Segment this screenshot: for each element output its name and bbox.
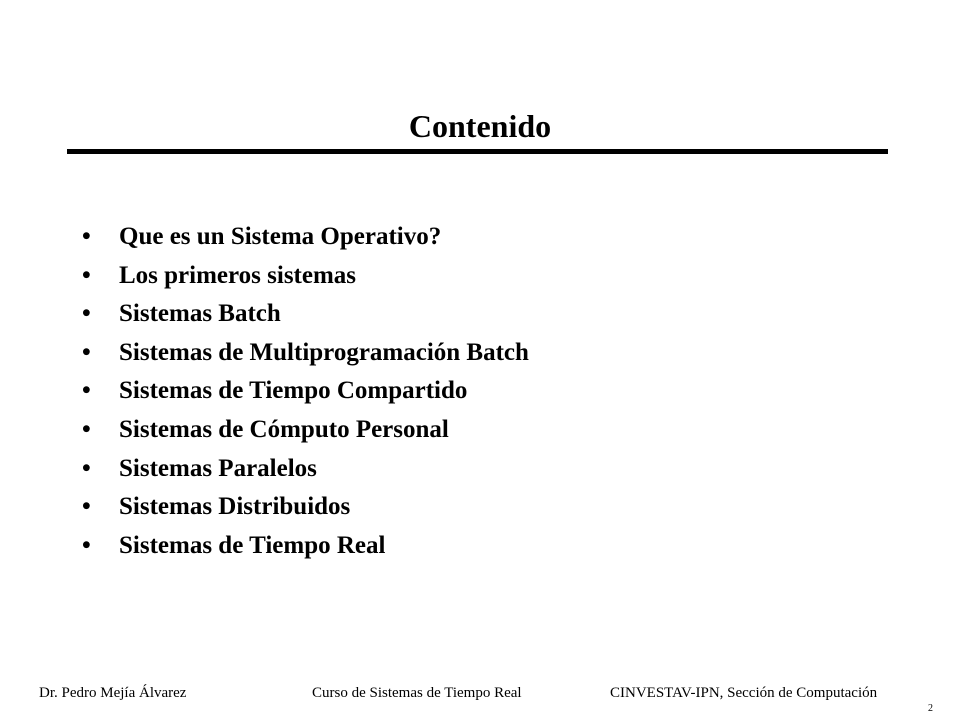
footer-author: Dr. Pedro Mejía Álvarez (39, 685, 187, 701)
list-item-text: Sistemas de Tiempo Compartido (119, 377, 468, 405)
list-item-text: Sistemas Batch (119, 300, 281, 328)
list-item-text: Los primeros sistemas (119, 261, 357, 289)
list-item-text: Sistemas Distribuidos (119, 493, 351, 521)
list-item-text: Sistemas Paralelos (119, 454, 317, 482)
bullet-icon: • (82, 454, 91, 482)
list-item (82, 218, 529, 257)
footer-institution: CINVESTAV-IPN, Sección de Computación (610, 685, 878, 701)
list-item (82, 372, 529, 411)
bullet-icon: • (82, 338, 91, 366)
bullet-icon: • (82, 223, 91, 250)
page-number: 2 (928, 703, 933, 714)
bullet-icon: • (82, 261, 91, 289)
list-item (82, 450, 529, 489)
bullet-icon: • (82, 300, 91, 328)
bullet-icon: • (82, 493, 91, 521)
slide-title: Contenido (408, 108, 552, 144)
list-item-text: Sistemas de Cómputo Personal (119, 415, 449, 443)
list-item (82, 488, 529, 527)
list-item (82, 411, 529, 450)
list-item (82, 257, 529, 296)
list-item-text: Sistemas de Multiprogramación Batch (119, 338, 529, 366)
content-list (82, 218, 529, 565)
title-underline (67, 149, 888, 154)
list-item (82, 527, 529, 566)
list-item (82, 295, 529, 334)
list-item (82, 334, 529, 373)
footer-course: Curso de Sistemas de Tiempo Real (312, 685, 522, 701)
bullet-icon: • (82, 415, 91, 443)
bullet-icon: • (82, 531, 91, 559)
list-item-text: Que es un Sistema Operativo? (119, 223, 442, 250)
bullet-icon: • (82, 377, 91, 405)
list-item-text: Sistemas de Tiempo Real (119, 531, 386, 559)
